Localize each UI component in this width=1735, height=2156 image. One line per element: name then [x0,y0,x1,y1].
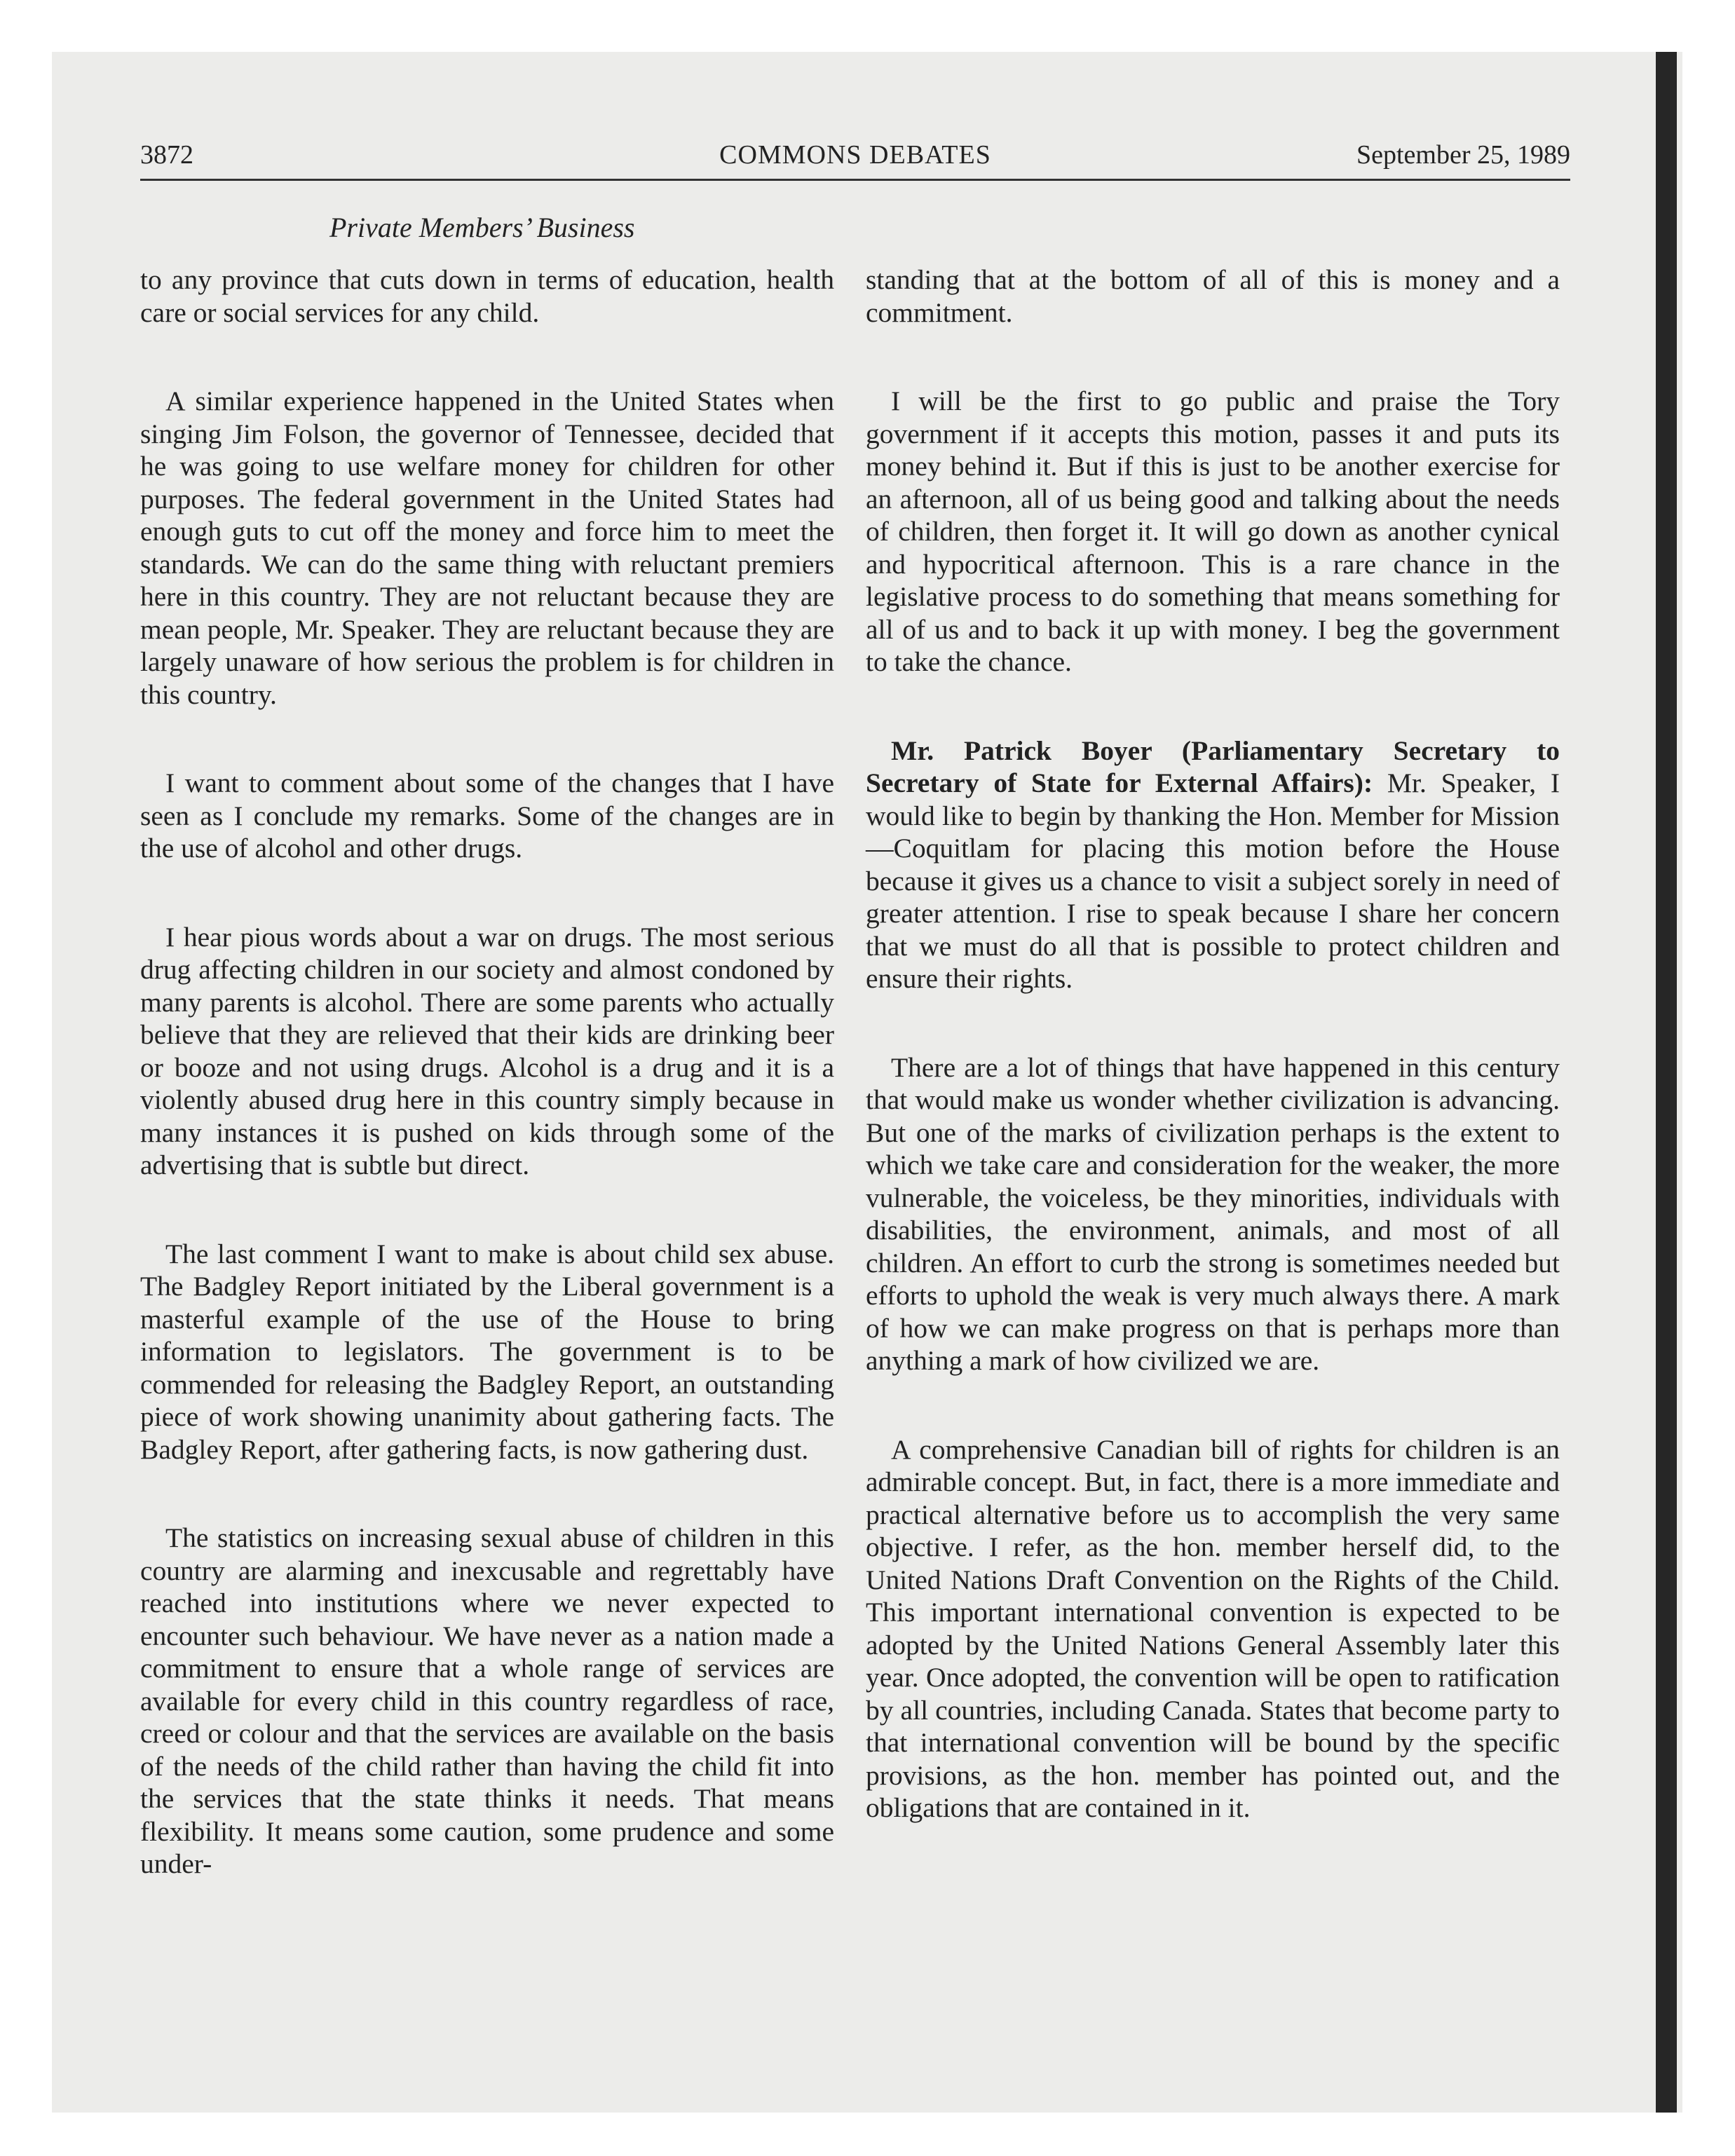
paragraph: I will be the first to go public and praise the Tory government if it accepts this motion, passes it and puts its money behind it. But if this is just to be another exercise for an afternoon, all of us being good and talking about the needs of children, then forget it. It will go down as another cynical and hypocritical afternoon. This is a rare chance in the legislative process to do something that means something for all of us and to back it up with money. I beg the government to take the chance. [866,386,1560,677]
speech-paragraph [866,735,1560,995]
page-header [140,133,1570,177]
publication-title: COMMONS DEBATES [719,140,991,170]
paragraph: The statistics on increasing sexual abuse of children in this country are alarming and inexcusable and regrettably have reached into institutions where we never expected to encounter such behaviour. We have never as a nation made a commitment to ensure that a whole range of services are available for every child in this country regardless of race, creed or colour and that the services are available on the basis of the needs of the child rather than having the child fit into the services that the state thinks it needs. That means flexibility. It means some caution, some prudence and some under- [140,1522,834,1879]
speaker-name: Mr. Patrick Boyer (Parliamentary Secretary to Secretary of State for External Affairs): [866,735,1560,798]
header-rule [140,179,1570,181]
binding-edge [1656,52,1677,2113]
publication-date: September 25, 1989 [1356,140,1570,170]
left-column [140,264,834,1881]
paragraph: The last comment I want to make is about child sex abuse. The Badgley Report initiated by the Liberal government is a masterful example of the use of the House to bring information to legislators. The government is to be commended for releasing the Badgley Report, an outstanding piece of work showing unanimity about gathering facts. The Badgley Report, after gathering facts, is now gathering dust. [140,1238,834,1465]
right-column [866,264,1560,1824]
paragraph: There are a lot of things that have happened in this century that would make us wonder whether civilization is advancing. But one of the marks of civilization perhaps is the extent to which we take care and consideration for the weaker, the more vulnerable, the voiceless, be they minorities, individuals with disabilities, the environment, animals, and most of all children. An effort to curb the strong is sometimes needed but efforts to uphold the weak is very much always there. A mark of how we can make progress on that is perhaps more than anything a mark of how civilized we are. [866,1051,1560,1376]
paragraph: I hear pious words about a war on drugs. The most serious drug affecting children in our society and almost condoned by many parents is alcohol. There are some parents who actually believe that they are relieved that their kids are drinking beer or booze and not using drugs. Alcohol is a drug and it is a violently abused drug here in this country simply because in many instances it is pushed on kids through some of the advertising that is subtle but direct. [140,921,834,1180]
paragraph: standing that at the bottom of all of this is money and a commitment. [866,264,1560,328]
paragraph: I want to comment about some of the changes that I have seen as I conclude my remarks. Some of the changes are in the use of alcohol and other drugs. [140,767,834,864]
speech-text: Mr. Speaker, I would like to begin by thanking the Hon. Member for Mission—Coquitlam for placing this motion before the House because it gives us a chance to visit a subject sorely in need of greater attention. I rise to speak because I share her concern that we must do all that is possible to protect children and ensure their rights. [866,767,1560,994]
page-number: 3872 [140,140,193,170]
paragraph: A similar experience happened in the United States when singing Jim Folson, the governor of Tennessee, decided that he was going to use welfare money for children for other purposes. The federal government in the United States had enough guts to cut off the money and force him to meet the standards. We can do the same thing with reluctant premiers here in this country. They are not reluctant because they are mean people, Mr. Speaker. They are reluctant because they are largely unaware of how serious the problem is for children in this country. [140,386,834,710]
paragraph: A comprehensive Canadian bill of rights for children is an admirable concept. But, in fact, there is a more immediate and practical alternative before us to accomplish the very same objective. I refer, as the hon. member herself did, to the United Nations Draft Convention on the Rights of the Child. This important international convention is expected to be adopted by the United Nations General Assembly later this year. Once adopted, the convention will be open to ratification by all countries, including Canada. States that become party to that international convention will be bound by the specific provisions, as the hon. member has pointed out, and the obligations that are contained in it. [866,1433,1560,1823]
paragraph: to any province that cuts down in terms of education, health care or social services for any child. [140,264,834,328]
section-title: Private Members’ Business [329,212,635,243]
